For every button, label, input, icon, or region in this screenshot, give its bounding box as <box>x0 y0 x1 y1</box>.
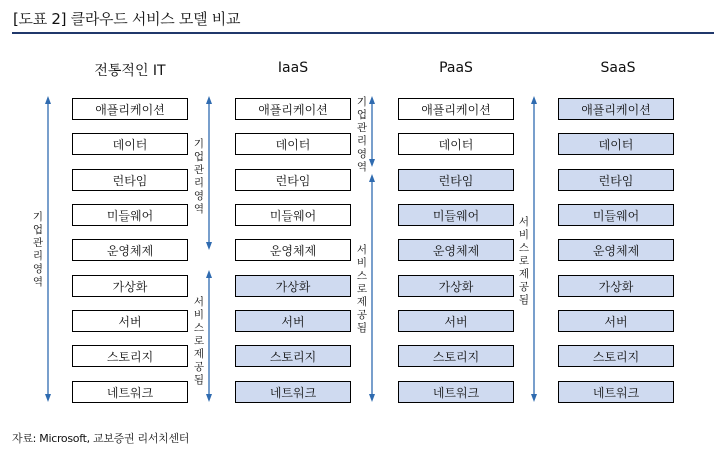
paas-layer-box: 네트워크 <box>398 381 514 403</box>
traditional-layer-box: 운영체제 <box>72 239 188 261</box>
saas-layer-box: 네트워크 <box>558 381 674 403</box>
header-iaas: IaaS <box>277 60 309 76</box>
traditional-layer-box: 미들웨어 <box>72 204 188 226</box>
traditional-layer-box: 스토리지 <box>72 345 188 367</box>
header-saas: SaaS <box>600 60 636 76</box>
saas-layer-box: 운영체제 <box>558 239 674 261</box>
iaas-layer-box: 런타임 <box>235 169 351 191</box>
traditional-layer-box: 런타임 <box>72 169 188 191</box>
iaas-layer-box: 미들웨어 <box>235 204 351 226</box>
paas-layer-box: 스토리지 <box>398 345 514 367</box>
paas-layer-box: 데이터 <box>398 133 514 155</box>
iaas-layer-box: 운영체제 <box>235 239 351 261</box>
iaas-layer-box: 애플리케이션 <box>235 98 351 120</box>
source-note: 자료: Microsoft, 교보증권 리서치센터 <box>12 432 190 445</box>
saas-layer-box: 런타임 <box>558 169 674 191</box>
paas-managed-label: 기업관리 영역 <box>356 96 368 173</box>
saas-provided-label: 서비스로 제공됨 <box>518 216 530 306</box>
iaas-provided-label: 서비스로 제공됨 <box>193 296 205 386</box>
traditional-layer-box: 데이터 <box>72 133 188 155</box>
figure-title: [도표 2] 클라우드 서비스 모델 비교 <box>13 10 241 28</box>
saas-layer-box: 서버 <box>558 310 674 332</box>
iaas-managed-label: 기업관리 영역 <box>193 138 205 215</box>
traditional-layer-box: 네트워크 <box>72 381 188 403</box>
traditional-layer-box: 서버 <box>72 310 188 332</box>
paas-layer-box: 가상화 <box>398 275 514 297</box>
traditional-layer-box: 애플리케이션 <box>72 98 188 120</box>
header-traditional-it: 전통적인 IT <box>94 63 166 79</box>
saas-layer-box: 데이터 <box>558 133 674 155</box>
paas-layer-box: 미들웨어 <box>398 204 514 226</box>
traditional-managed-label: 기업관리 영역 <box>32 211 44 288</box>
iaas-layer-box: 스토리지 <box>235 345 351 367</box>
paas-provided-label: 서비스로 제공됨 <box>356 244 368 334</box>
iaas-layer-box: 서버 <box>235 310 351 332</box>
saas-layer-box: 가상화 <box>558 275 674 297</box>
saas-layer-box: 애플리케이션 <box>558 98 674 120</box>
paas-layer-box: 런타임 <box>398 169 514 191</box>
saas-layer-box: 스토리지 <box>558 345 674 367</box>
traditional-layer-box: 가상화 <box>72 275 188 297</box>
paas-layer-box: 서버 <box>398 310 514 332</box>
paas-layer-box: 애플리케이션 <box>398 98 514 120</box>
header-paas: PaaS <box>439 60 473 76</box>
iaas-layer-box: 가상화 <box>235 275 351 297</box>
paas-layer-box: 운영체제 <box>398 239 514 261</box>
iaas-layer-box: 네트워크 <box>235 381 351 403</box>
saas-layer-box: 미들웨어 <box>558 204 674 226</box>
iaas-layer-box: 데이터 <box>235 133 351 155</box>
